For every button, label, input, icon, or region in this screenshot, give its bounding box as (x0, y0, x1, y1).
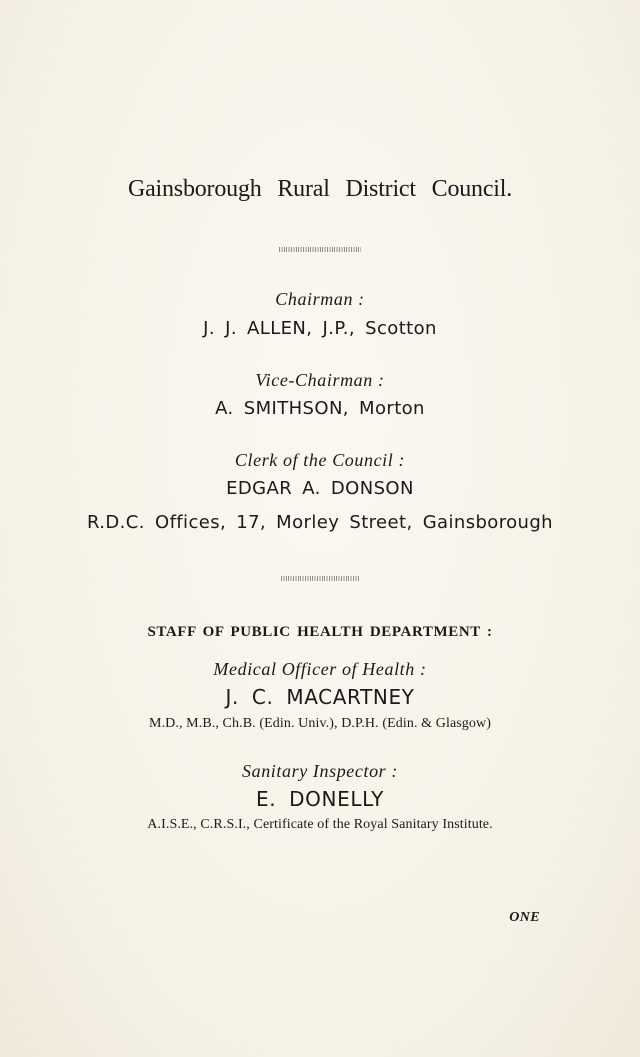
clerk-label: Clerk of the Council : (234, 450, 406, 470)
chairman-name: J. J. ALLEN, J.P., Scotton (203, 318, 437, 339)
sanitary-inspector-name: E. DONELLY (256, 787, 384, 811)
ornament-divider-middle (0, 576, 640, 581)
vice-chairman-label: Vice-Chairman : (255, 370, 385, 390)
clerk-name: EDGAR A. DONSON (226, 478, 414, 499)
clerk-address: R.D.C. Offices, 17, Morley Street, Gainsborough (87, 512, 553, 533)
staff-heading: STAFF OF PUBLIC HEALTH DEPARTMENT : (147, 624, 493, 640)
medical-officer-name: J. C. MACARTNEY (225, 685, 415, 709)
vice-chairman-name: A. SMITHSON, Morton (215, 398, 425, 419)
chairman-label: Chairman : (275, 289, 365, 309)
medical-officer-qualifications: M.D., M.B., Ch.B. (Edin. Univ.), D.P.H. (Edin. & Glasgow) (149, 716, 491, 731)
council-title: Gainsborough Rural District Council. (127, 176, 513, 202)
sanitary-inspector-qualifications: A.I.S.E., C.R.S.I., Certificate of the Royal Sanitary Institute. (147, 817, 493, 832)
sanitary-inspector-label: Sanitary Inspector : (242, 761, 398, 781)
page-number: ONE (509, 910, 540, 925)
ornament-divider-top (0, 247, 640, 252)
medical-officer-label: Medical Officer of Health : (213, 659, 427, 679)
